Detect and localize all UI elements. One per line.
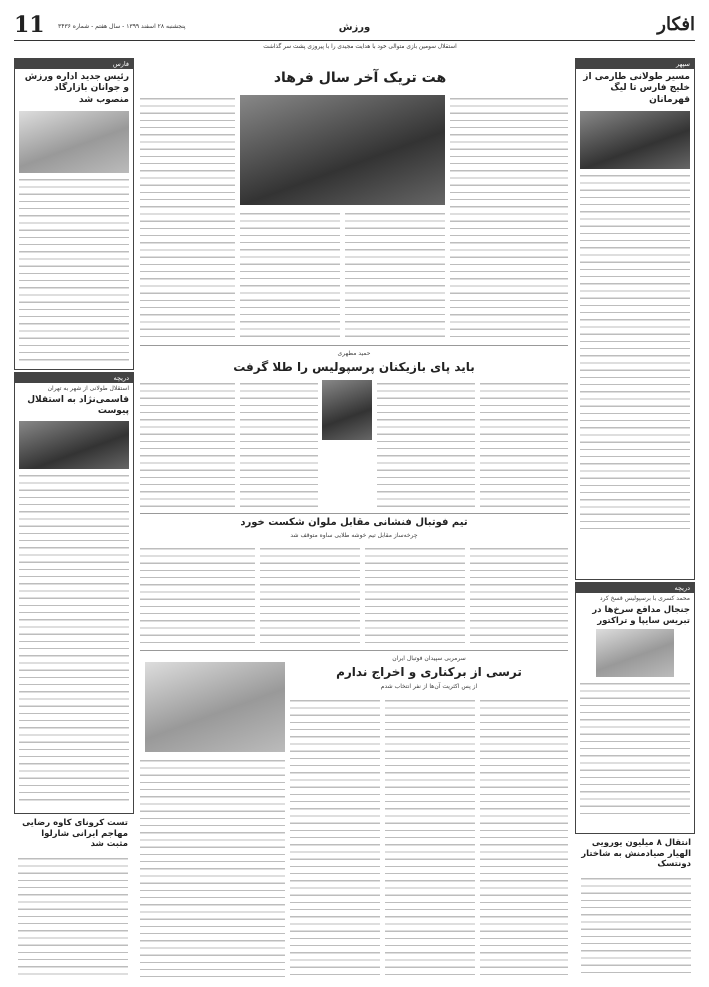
right-box2-kicker: محمد کسری با برسپولیس قسخ کرد — [599, 595, 690, 602]
celebration-photo — [240, 95, 445, 205]
kasra-photo — [596, 629, 674, 677]
right-box3-headline: انتقال ۸ میلیون یورویی الهیار صیادمنش به شاختار دونتسک — [581, 838, 691, 870]
article2-kicker: حمید مطهری — [337, 350, 371, 357]
left-box1-headline: رئیس جدید اداره ورزش و جوانان بازارگاد منصوب شد — [24, 72, 129, 105]
main-col3 — [345, 210, 445, 340]
office-meeting-photo — [19, 111, 129, 173]
right-box2-headline: جنجال مدافع سرخ‌ها در تبریس سایپا و تراکتور — [592, 605, 690, 626]
main-col1 — [450, 95, 568, 340]
divider — [140, 513, 568, 514]
right-box2-label: دریچه — [576, 583, 694, 593]
newspaper-logo: افکار — [657, 14, 695, 35]
right-box2-body — [580, 680, 690, 820]
left-box3 — [14, 816, 132, 976]
ghasemi-nejad-photo — [19, 421, 129, 469]
left-box2-label: دریچه — [15, 373, 133, 383]
right-sidebar — [575, 58, 695, 580]
article3-headline: تیم فوتبال فنشانی مقابل ملوان شکست خورد — [240, 517, 468, 528]
coach-portrait — [322, 380, 372, 440]
main-headline: هت تریک آخر سال فرهاد — [273, 70, 447, 86]
left-box2-body — [19, 472, 129, 802]
left-box3-headline: تست کرونای کاوه رضایی مهاجم ایرانی شارلوا مثبت شد — [22, 818, 128, 850]
left-box1-body — [19, 176, 129, 366]
left-box2 — [14, 372, 134, 814]
right-box2 — [575, 582, 695, 834]
left-box1-label: فارس — [15, 59, 133, 69]
divider — [140, 345, 568, 346]
article2-col3 — [240, 380, 318, 508]
main-col2 — [240, 210, 340, 340]
right-box1-label: سپهر — [576, 59, 694, 69]
article2-col4 — [140, 380, 235, 508]
article4-col3 — [290, 697, 380, 977]
article2-col1 — [480, 380, 568, 508]
article4-col2 — [385, 697, 475, 977]
right-box1-body — [580, 172, 690, 532]
left-box2-headline: قاسمی‌نژاد به استقلال پیوست — [27, 395, 129, 417]
article3-subhead: چرخه‌ساز مقابل تیم خوشه طلایی ساوه متوقف شد — [290, 532, 418, 539]
article3-col1 — [470, 545, 568, 645]
article2-headline: باید پای بازیکنان پرسپولیس را طلا گرفت — [233, 360, 475, 374]
coach-stadium-photo — [145, 662, 285, 752]
article3-col3 — [260, 545, 360, 645]
left-box1 — [14, 58, 134, 370]
article3-col2 — [365, 545, 465, 645]
dateline: پنجشنبه ۲۸ اسفند ۱۳۹۹ - سال هفتم - شماره ۳۴۳۶ — [58, 23, 186, 30]
main-col4 — [140, 95, 235, 340]
article3-col4 — [140, 545, 255, 645]
page-number: 11 — [14, 12, 45, 38]
right-box3 — [577, 836, 695, 976]
article4-col4 — [140, 757, 285, 977]
taremi-photo — [580, 111, 690, 169]
right-box3-body — [581, 875, 691, 975]
divider — [140, 650, 568, 651]
left-box3-body — [18, 855, 128, 980]
article4-subhead: از پس اکثریت آن‌ها از نفر انتخاب شدم — [380, 683, 478, 690]
article4-col1 — [480, 697, 568, 977]
article4-headline: ترسی از برکناری و اخراج ندارم — [336, 665, 522, 679]
article2-col2 — [377, 380, 475, 508]
article4-kicker: سرمربی سپیدان فوتبال ایران — [392, 655, 466, 662]
right-box1-headline: مسیر طولانی طارمی از خلیج فارس تا لیگ قهرمانان — [583, 72, 690, 105]
masthead — [14, 12, 695, 41]
lead-subnote: استقلال سومین بازی متوالی خود با هدایت مجیدی را با پیروزی پشت سر گذاشت — [263, 44, 457, 50]
section-title: ورزش — [338, 22, 371, 33]
left-box2-kicker: استقلال طولانی از شهر به تهران — [47, 385, 129, 392]
